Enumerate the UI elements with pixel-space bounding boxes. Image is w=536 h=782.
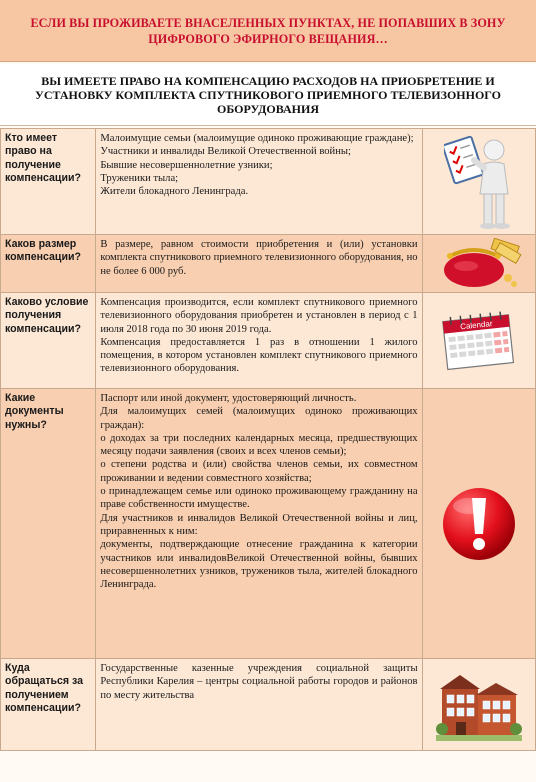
answer-paragraph: Паспорт или иной документ, удостоверяющий личность.	[100, 393, 357, 404]
image-cell	[422, 293, 535, 389]
answer-paragraph: Труженики тыла;	[100, 172, 179, 184]
answer-cell	[96, 129, 422, 235]
table-row	[1, 293, 536, 389]
answer-cell	[96, 293, 422, 389]
calendar-label: Calendar	[459, 318, 493, 331]
question-cell: Каково условие получения компенсации?	[1, 293, 96, 389]
top-banner	[0, 0, 536, 62]
table-row	[1, 389, 536, 659]
question-cell: Какие документы нужны?	[1, 389, 96, 659]
table-row	[1, 235, 536, 293]
money-purse-icon	[436, 238, 522, 290]
answer-paragraph: Участники и инвалиды Великой Отечественной войны;	[100, 146, 351, 158]
main-heading	[0, 64, 536, 126]
answer-paragraph: Бывшие несовершеннолетние узники;	[100, 159, 273, 171]
answer-paragraph: В размере, равном стоимости приобретения и (или) установки комплекта спутникового приемного телевизионного оборудования, но не более 6 000 руб.	[100, 239, 418, 277]
answer-cell	[96, 389, 422, 659]
question-cell: Каков размер компенсации?	[1, 235, 96, 293]
answer-paragraph: Компенсация предоставляется 1 раз в отношении 1 жилого помещения, в котором установлен комплект спутникового приемного телевизионного оборудования.	[100, 336, 418, 375]
table-row	[1, 129, 536, 235]
answer-paragraph: о степени родства и (или) свойства членов семьи, их совместном проживании и ведении совместного хозяйства;	[100, 459, 418, 484]
info-table	[0, 128, 536, 751]
table-row	[1, 659, 536, 751]
answer-paragraph: Для малоимущих семей (малоимущих одиноко проживающих граждан):	[100, 406, 418, 431]
heading-text: ВЫ ИМЕЕТЕ ПРАВО НА КОМПЕНСАЦИЮ РАСХОДОВ НА ПРИОБРЕТЕНИЕ И УСТАНОВКУ КОМПЛЕКТА СПУТНИКОВОГО ПРИЕМНОГО ТЕЛЕВИЗОННОГО ОБОРУДОВАНИЯ	[35, 73, 501, 116]
answer-paragraph: документы, подтверждающие отнесение гражданина к категории участников или инвалидовВеликой Отечественной войны, бывших несовершеннолетних узников, тружеников тыла, жителей блокадного Ленинграда.	[100, 539, 418, 591]
answer-paragraph: Государственные казенные учреждения социальной защиты Республики Карелия – центры социальной работы городов и районов по месту жительства	[100, 663, 418, 701]
image-cell	[422, 389, 535, 659]
person-with-checklist-icon	[444, 134, 514, 230]
exclamation-icon	[439, 484, 519, 564]
answer-cell	[96, 235, 422, 293]
answer-paragraph: о принадлежащем семье или одиноко проживающему гражданину на праве собственности имуществе.	[100, 486, 418, 511]
calendar-icon	[439, 310, 519, 372]
answer-paragraph: Для участников и инвалидов Великой Отечественной войны и лиц, приравненных к ним:	[100, 512, 418, 537]
answer-paragraph: Малоимущие семьи (малоимущие одиноко проживающие граждане);	[100, 133, 414, 144]
building-icon	[436, 667, 522, 743]
image-cell	[422, 659, 535, 751]
answer-paragraph: о доходах за три последних календарных месяца, предшествующих месяцу подачи заявления (своих и всех членов семьи);	[100, 432, 418, 458]
image-cell	[422, 235, 535, 293]
question-cell: Кто имеет право на получение компенсации?	[1, 129, 96, 235]
banner-text: ЕСЛИ ВЫ ПРОЖИВАЕТЕ ВНАСЕЛЕННЫХ ПУНКТАХ, НЕ ПОПАВШИХ В ЗОНУ ЦИФРОВОГО ЭФИРНОГО ВЕЩАНИЯ…	[30, 15, 506, 46]
question-cell: Куда обращаться за получением компенсации?	[1, 659, 96, 751]
answer-paragraph: Жители блокадного Ленинграда.	[100, 186, 249, 198]
answer-cell	[96, 659, 422, 751]
image-cell	[422, 129, 535, 235]
answer-paragraph: Компенсация производится, если комплект спутникового приемного телевизионного оборудования приобретен и установлен в период с 1 июля 2018 года по 30 июня 2019 года.	[100, 297, 418, 335]
